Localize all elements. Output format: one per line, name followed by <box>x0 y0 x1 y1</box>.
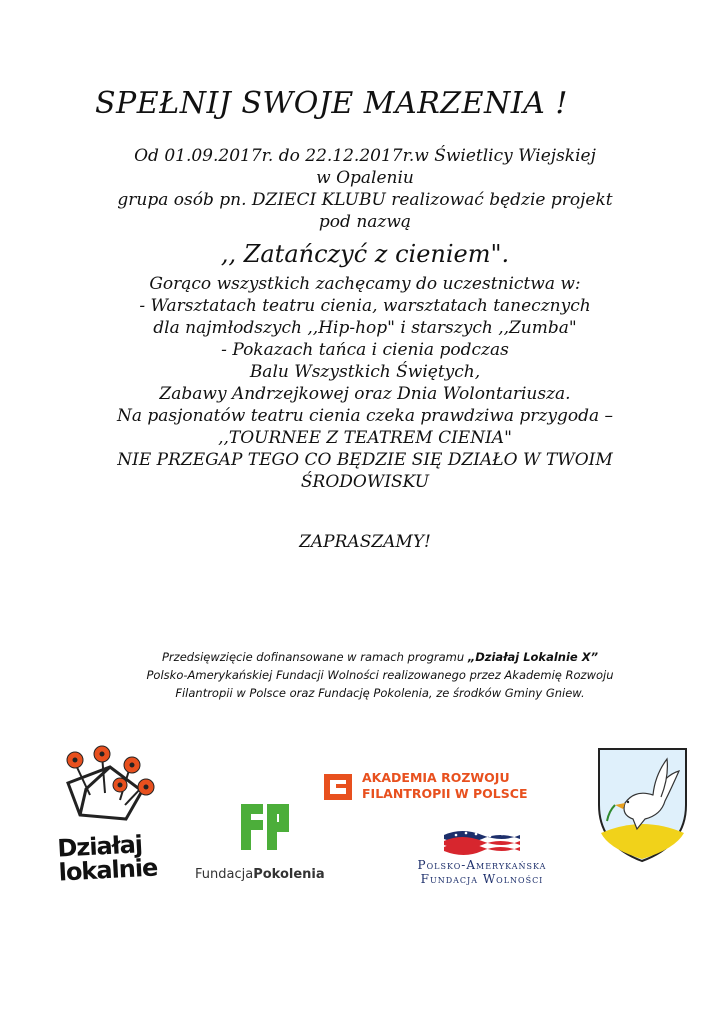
flowers-box-icon <box>50 745 160 830</box>
announcement-text <box>60 145 670 553</box>
text-line: Balu Wszystkich Świętych, <box>249 362 481 382</box>
akademia-rozwoju-logo <box>322 770 542 804</box>
lokalnie-text: lokalnie <box>57 853 158 887</box>
coat-of-arms <box>595 745 690 865</box>
dzialaj-text: Działaj <box>56 830 143 863</box>
poster-title: SPEŁNIJ SWOJE MARZENIA ! <box>95 86 568 121</box>
text-line: grupa osób pn. DZIECI KLUBU realizować będzie projekt <box>117 190 613 210</box>
funding-line: Filantropii w Polsce oraz Fundację Pokolenia, ze środków Gminy Gniew. <box>175 686 585 700</box>
program-name: „Działaj Lokalnie X” <box>467 650 598 664</box>
fp-symbol-icon <box>237 800 297 855</box>
dove-shield-icon <box>595 745 690 865</box>
text-line: w Opaleniu <box>316 168 414 188</box>
funding-prefix: Przedsięwzięcie dofinansowane w ramach programu <box>162 650 468 664</box>
flag-icon <box>442 825 522 855</box>
text-line: Zabawy Andrzejkowej oraz Dnia Wolontariusza. <box>159 384 571 404</box>
akademia-line1: AKADEMIA ROZWOJU <box>362 770 510 785</box>
funding-line: Polsko-Amerykańskiej Fundacji Wolności realizowanego przez Akademię Rozwoju <box>146 668 614 682</box>
text-line: Gorąco wszystkich zachęcamy do uczestnictwa w: <box>149 274 581 294</box>
fundacja-pokolenia-logo <box>195 800 345 890</box>
text-line: - Warsztatach teatru cienia, warsztatach tanecznych <box>139 296 591 316</box>
text-line: dla najmłodszych ,,Hip-hop" i starszych ,,Zumba" <box>153 318 577 338</box>
funding-note <box>130 648 630 702</box>
text-line: Od 01.09.2017r. do 22.12.2017r.w Świetlicy Wiejskiej <box>134 146 596 166</box>
text-line: Na pasjonatów teatru cienia czeka prawdziwa przygoda – <box>116 406 614 426</box>
pafw-line1: Polsko-Amerykańska <box>417 858 547 872</box>
pafw-logo <box>372 825 592 890</box>
invitation: ZAPRASZAMY! <box>299 532 431 552</box>
akademia-line2: FILANTROPII W POLSCE <box>362 786 528 801</box>
text-line: - Pokazach tańca i cienia podczas <box>221 340 509 360</box>
fundacja-text: Fundacja <box>195 867 254 882</box>
text-line: pod nazwą <box>318 212 412 232</box>
text-line: NIE PRZEGAP TEGO CO BĘDZIE SIĘ DZIAŁO W TWOIM <box>117 450 613 470</box>
pokolenia-text: Pokolenia <box>253 867 325 882</box>
text-line: ŚRODOWISKU <box>300 472 430 492</box>
pafw-line2: Fundacja Wolności <box>420 872 544 886</box>
text-line: ,,TOURNEE Z TEATREM CIENIA" <box>218 428 512 448</box>
akademia-symbol-icon <box>322 772 356 802</box>
project-name: ,, Zatańczyć z cieniem". <box>220 240 510 268</box>
dzialaj-lokalnie-logo <box>50 745 160 887</box>
